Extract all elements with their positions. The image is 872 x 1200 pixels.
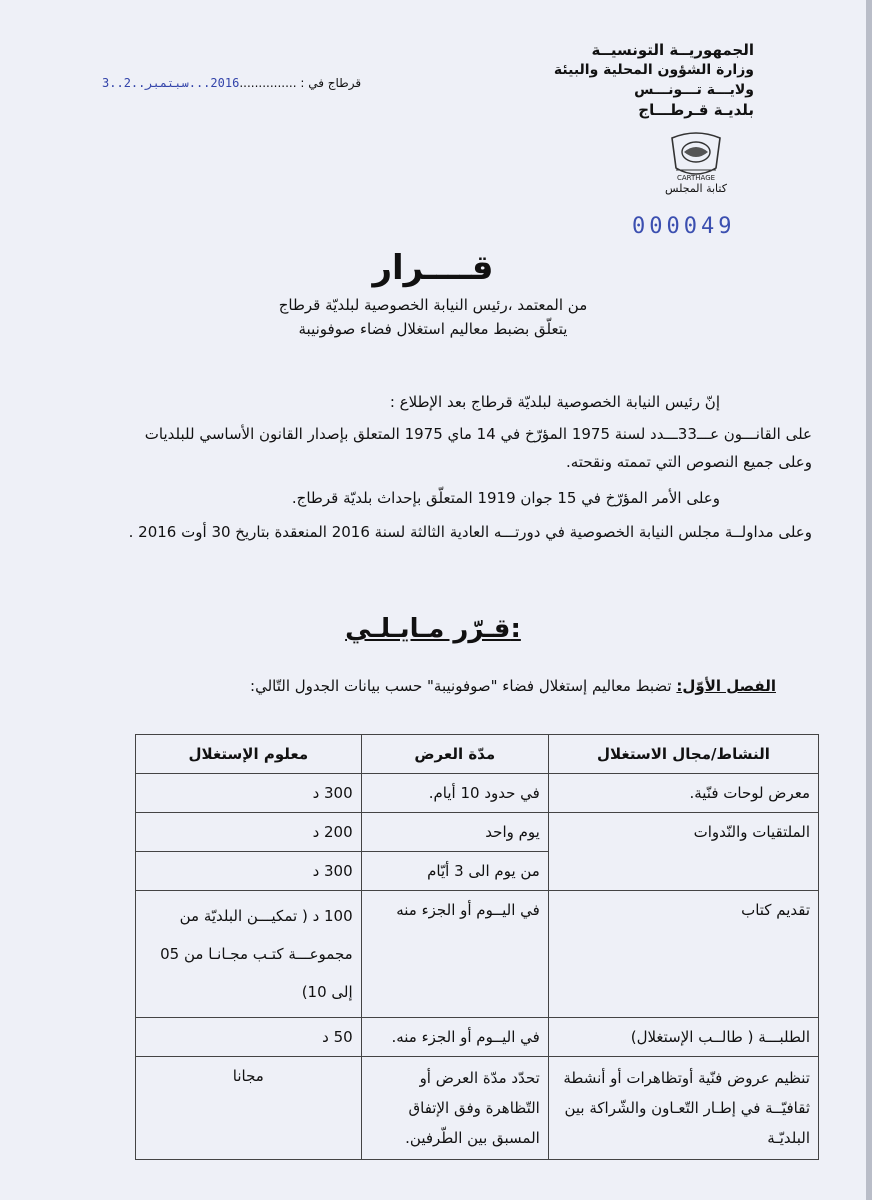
council-office: كتابة المجلس [665, 182, 727, 195]
chapter-one-text: تضبط معاليم إستغلال فضاء "صوفونيبة" حسب بيانات الجدول التّالي: [250, 677, 672, 695]
preamble-line: على القانـــون عـــ33ـــدد لسنة 1975 المؤرّخ في 14 ماي 1975 المتعلق بإصدار القانون الأساسي للبلديات وعلى جميع النصوص التي تممته ونقحته. [144, 425, 812, 471]
cell-activity: تنظيم عروض فنّية أوتظاهرات أو أنشطة ثقافيّــة في إطـار التّعـاون والشّراكة بين البلديّـة [548, 1057, 818, 1160]
cell-duration: في اليــوم أو الجزء منه [361, 891, 548, 1018]
table-row [136, 1057, 819, 1160]
table-row [136, 813, 819, 852]
header-fee: معلوم الإستغلال [136, 735, 362, 774]
cell-fee: مجانا [136, 1057, 362, 1160]
preamble-intro [160, 388, 720, 416]
preamble-line: إنّ رئيس النيابة الخصوصية لبلديّة قرطاج بعد الإطلاع : [389, 393, 720, 411]
date-dots: ............... [239, 76, 297, 90]
cell-activity: تقديم كتاب [548, 891, 818, 1018]
subtitle-line-1: من المعتمد ،رئيس النيابة الخصوصية لبلديّة قرطاج [278, 296, 588, 314]
cell-fee: 300 د [136, 774, 362, 813]
table-row [136, 891, 819, 1018]
header-activity: النشاط/مجال الاستغلال [548, 735, 818, 774]
cell-activity: الملتقيات والنّدوات [548, 813, 818, 891]
preamble-deliberation [116, 518, 812, 546]
date-line [102, 76, 361, 90]
cell-fee: 100 د ( تمكيـــن البلديّة من مجموعـــة كتـب مجـانـا من 05 إلى 10) [136, 891, 362, 1018]
cell-fee: 50 د [136, 1018, 362, 1057]
republic-name: الجمهوريــة التونسيــة [591, 41, 754, 59]
chapter-one [76, 677, 776, 695]
governorate-name: ولايـــة تـــونـــس [634, 82, 754, 98]
municipality-emblem-icon [666, 130, 726, 182]
municipality-name: بلديـة قـرطـــاج [638, 101, 754, 119]
header-duration: مدّة العرض [361, 735, 548, 774]
document-title: قــــرار [372, 248, 494, 288]
cell-duration: في اليــوم أو الجزء منه. [361, 1018, 548, 1057]
decision-number-stamp: 000049 [632, 214, 736, 239]
letterhead [514, 40, 754, 120]
scan-edge [866, 0, 872, 1200]
table-row [136, 774, 819, 813]
cell-duration: في حدود 10 أيام. [361, 774, 548, 813]
decides-heading: قـرّر مـايـلـي: [345, 614, 521, 644]
cell-duration: تحدّد مدّة العرض أو التّظاهرة وفق الإتفاق المسبق بين الطّرفين. [361, 1057, 548, 1160]
handwritten-date: 2016...سبتمبر..2..3 [102, 76, 240, 90]
preamble-line: وعلى الأمر المؤرّخ في 15 جوان 1919 المتعلّق بإحداث بلديّة قرطاج. [291, 489, 720, 507]
ministry-name: وزارة الشؤون المحلية والبيئة [553, 62, 754, 78]
preamble-line: وعلى مداولــة مجلس النيابة الخصوصية في دورتـــه العادية الثالثة لسنة 2016 المنعقدة بتاريخ 30 أوت 2016 . [128, 523, 812, 541]
cell-activity: الطلبـــة ( طالــب الإستغلال) [548, 1018, 818, 1057]
cell-fee: 300 د [136, 852, 362, 891]
table-header-row [136, 735, 819, 774]
cell-duration: يوم واحد [361, 813, 548, 852]
fees-table [135, 734, 819, 1160]
preamble-decree [100, 484, 720, 512]
emblem-label: CARTHAGE [676, 174, 716, 182]
cell-duration: من يوم الى 3 أيّام [361, 852, 548, 891]
date-label: قرطاج في : [300, 76, 362, 90]
table-row [136, 1018, 819, 1057]
cell-activity: معرض لوحات فنّية. [548, 774, 818, 813]
cell-fee: 200 د [136, 813, 362, 852]
preamble-law [116, 420, 812, 476]
subtitle-line-2: يتعلّق بضبط معاليم استغلال فضاء صوفونيبة [298, 320, 568, 338]
chapter-one-label: الفصل الأوّل: [676, 677, 776, 695]
